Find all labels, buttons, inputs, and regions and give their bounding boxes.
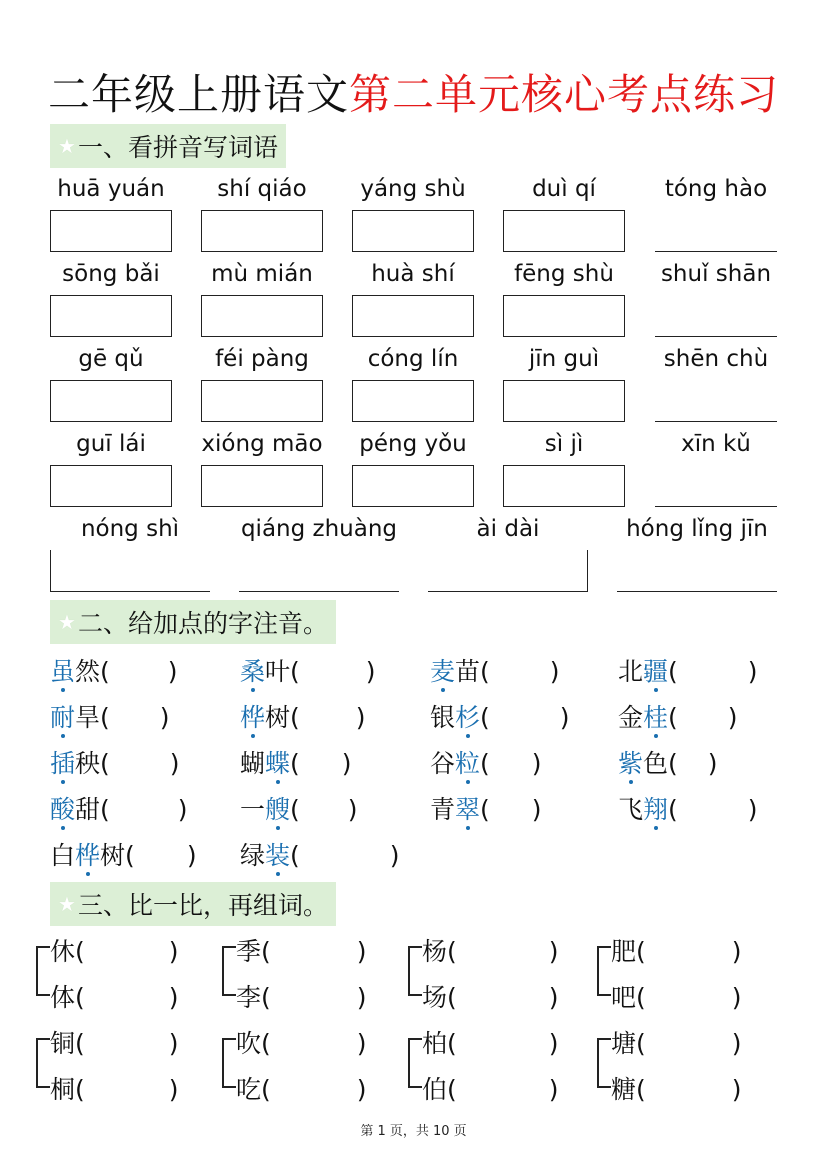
paren-close: ) xyxy=(731,983,742,1012)
paren-open: ( xyxy=(636,1075,646,1104)
paren-open: ( xyxy=(447,1029,457,1058)
compare-line xyxy=(611,932,742,968)
plain-char: 青 xyxy=(430,795,456,824)
pinyin-cell xyxy=(50,516,210,592)
section-1-label: 一、看拼音写词语 xyxy=(77,133,278,162)
annotate-row xyxy=(0,836,827,876)
plain-char: 秧 xyxy=(75,749,101,778)
bracket-icon xyxy=(597,1038,611,1088)
compare-char: 吹 xyxy=(236,1029,262,1058)
dotted-char: 紫 xyxy=(618,744,643,780)
paren-open: ( xyxy=(668,749,678,778)
paren-close: ) xyxy=(168,937,179,966)
pinyin-text: sōng bǎi xyxy=(62,261,160,287)
plain-char: 旱 xyxy=(75,703,101,732)
pinyin-cell xyxy=(655,346,777,422)
paren-close: ) xyxy=(707,749,718,778)
title-unit: 第二单元核心考点练习 xyxy=(349,70,780,119)
paren-close: ) xyxy=(531,795,542,824)
annotate-item xyxy=(240,698,366,734)
compare-line xyxy=(50,1070,179,1106)
paren-open: ( xyxy=(480,749,490,778)
plain-char: 北 xyxy=(618,657,644,686)
compare-char: 场 xyxy=(422,983,448,1012)
paren-close: ) xyxy=(531,749,542,778)
compare-line xyxy=(236,978,367,1014)
paren-close: ) xyxy=(548,983,559,1012)
annotate-item xyxy=(240,836,400,872)
dotted-char: 疆 xyxy=(643,652,668,688)
annotate-item xyxy=(240,652,376,688)
compare-char: 吃 xyxy=(236,1075,262,1104)
paren-close: ) xyxy=(548,1075,559,1104)
paren-open: ( xyxy=(290,657,300,686)
answer-box[interactable] xyxy=(50,550,210,592)
paren-close: ) xyxy=(549,657,560,686)
paren-close: ) xyxy=(559,703,570,732)
annotate-item xyxy=(50,652,178,688)
pinyin-cell xyxy=(503,431,625,507)
compare-char: 季 xyxy=(236,937,262,966)
answer-box[interactable] xyxy=(352,380,474,422)
compare-line xyxy=(611,1024,742,1060)
pinyin-text: huā yuán xyxy=(57,176,165,202)
compare-char: 糖 xyxy=(611,1075,637,1104)
star-icon: ★ xyxy=(58,610,76,634)
paren-close: ) xyxy=(731,1029,742,1058)
paren-open: ( xyxy=(480,703,490,732)
section-2-label: 二、给加点的字注音。 xyxy=(77,609,328,638)
compare-group xyxy=(597,1024,757,1120)
paren-close: ) xyxy=(355,703,366,732)
pinyin-cell xyxy=(50,176,172,252)
pinyin-text: hóng lǐng jīn xyxy=(626,516,768,542)
pinyin-text: sì jì xyxy=(544,431,584,457)
pinyin-text: cóng lín xyxy=(367,346,459,372)
compare-line xyxy=(422,1070,559,1106)
pinyin-text: jīn guì xyxy=(528,346,600,372)
compare-char: 肥 xyxy=(611,937,637,966)
pinyin-cell xyxy=(503,176,625,252)
answer-box[interactable] xyxy=(50,210,172,252)
plain-char: 然 xyxy=(75,657,101,686)
pinyin-text: huà shí xyxy=(371,261,455,287)
compare-char: 塘 xyxy=(611,1029,637,1058)
bracket-icon xyxy=(36,1038,50,1088)
pinyin-text: xīn kǔ xyxy=(681,431,751,457)
paren-close: ) xyxy=(168,1075,179,1104)
annotate-item xyxy=(430,698,570,734)
paren-close: ) xyxy=(356,937,367,966)
compare-group xyxy=(408,1024,568,1120)
compare-line xyxy=(50,932,179,968)
answer-box[interactable] xyxy=(503,210,625,252)
compare-line xyxy=(422,978,559,1014)
paren-open: ( xyxy=(100,795,110,824)
paren-open: ( xyxy=(636,937,646,966)
compare-char: 伯 xyxy=(422,1075,448,1104)
paren-open: ( xyxy=(636,983,646,1012)
pinyin-text: gē qǔ xyxy=(78,346,144,372)
answer-box[interactable] xyxy=(50,295,172,337)
pinyin-text: fēng shù xyxy=(514,261,614,287)
plain-char: 银 xyxy=(430,703,456,732)
annotate-item xyxy=(50,790,188,826)
compare-char: 体 xyxy=(50,983,76,1012)
compare-line xyxy=(236,1024,367,1060)
dotted-char: 桦 xyxy=(240,698,265,734)
answer-box[interactable] xyxy=(201,465,323,507)
dotted-char: 翔 xyxy=(643,790,668,826)
paren-close: ) xyxy=(356,1029,367,1058)
paren-close: ) xyxy=(389,841,400,870)
pinyin-text: féi pàng xyxy=(215,346,309,372)
compare-line xyxy=(611,1070,742,1106)
answer-box[interactable] xyxy=(352,465,474,507)
answer-box[interactable] xyxy=(201,210,323,252)
paren-open: ( xyxy=(290,703,300,732)
compare-group xyxy=(222,1024,382,1120)
paren-open: ( xyxy=(75,1029,85,1058)
answer-box[interactable] xyxy=(352,210,474,252)
dotted-char: 桂 xyxy=(643,698,668,734)
dotted-char: 杉 xyxy=(455,698,480,734)
pinyin-text: nóng shì xyxy=(80,516,180,542)
paren-open: ( xyxy=(290,795,300,824)
answer-box[interactable] xyxy=(617,550,777,592)
compare-line xyxy=(50,978,179,1014)
plain-char: 金 xyxy=(618,703,644,732)
compare-char: 杨 xyxy=(422,937,448,966)
paren-open: ( xyxy=(447,937,457,966)
pinyin-cell xyxy=(503,346,625,422)
section-3-header xyxy=(50,882,336,926)
paren-open: ( xyxy=(125,841,135,870)
dotted-char: 艘 xyxy=(265,790,290,826)
paren-close: ) xyxy=(548,937,559,966)
pinyin-cell xyxy=(655,431,777,507)
compare-group xyxy=(36,1024,196,1120)
annotate-item xyxy=(618,744,718,780)
paren-close: ) xyxy=(548,1029,559,1058)
paren-open: ( xyxy=(100,703,110,732)
pinyin-cell xyxy=(201,346,323,422)
pinyin-cell xyxy=(617,516,777,592)
pinyin-cell xyxy=(201,431,323,507)
pinyin-text: duì qí xyxy=(532,176,596,202)
pinyin-text: péng yǒu xyxy=(359,431,467,457)
answer-box[interactable] xyxy=(655,295,777,337)
plain-char: 色 xyxy=(643,749,669,778)
dotted-char: 麦 xyxy=(430,652,455,688)
paren-close: ) xyxy=(177,795,188,824)
dotted-char: 蝶 xyxy=(265,744,290,780)
answer-box[interactable] xyxy=(503,465,625,507)
paren-close: ) xyxy=(731,937,742,966)
compare-char: 铜 xyxy=(50,1029,76,1058)
page-footer: 第 1 页，共 10 页 xyxy=(360,1124,467,1139)
compare-line xyxy=(236,1070,367,1106)
paren-open: ( xyxy=(447,983,457,1012)
pinyin-cell xyxy=(201,261,323,337)
pinyin-cell xyxy=(352,431,474,507)
compare-line xyxy=(50,1024,179,1060)
pinyin-cell xyxy=(655,176,777,252)
paren-close: ) xyxy=(747,657,758,686)
plain-char: 甜 xyxy=(75,795,101,824)
section-3-label: 三、比一比，再组词。 xyxy=(77,891,328,920)
bracket-icon xyxy=(597,946,611,996)
pinyin-text: tóng hào xyxy=(664,176,768,202)
paren-open: ( xyxy=(261,1029,271,1058)
compare-group xyxy=(408,932,568,1028)
paren-close: ) xyxy=(168,983,179,1012)
annotate-item xyxy=(50,744,180,780)
plain-char: 树 xyxy=(265,703,291,732)
annotate-item xyxy=(618,790,758,826)
paren-open: ( xyxy=(75,1075,85,1104)
compare-char: 桐 xyxy=(50,1075,76,1104)
paren-open: ( xyxy=(636,1029,646,1058)
pinyin-cell xyxy=(50,346,172,422)
plain-char: 飞 xyxy=(618,795,644,824)
paren-open: ( xyxy=(480,657,490,686)
dotted-char: 虽 xyxy=(50,652,75,688)
annotate-row xyxy=(0,744,827,784)
pinyin-text: mù mián xyxy=(211,261,313,287)
annotate-row xyxy=(0,698,827,738)
answer-box[interactable] xyxy=(428,550,588,592)
plain-char: 一 xyxy=(240,795,266,824)
paren-open: ( xyxy=(261,983,271,1012)
paren-open: ( xyxy=(447,1075,457,1104)
dotted-char: 酸 xyxy=(50,790,75,826)
star-icon: ★ xyxy=(58,892,76,916)
annotate-item xyxy=(430,790,542,826)
pinyin-cell xyxy=(201,176,323,252)
answer-box[interactable] xyxy=(503,380,625,422)
paren-close: ) xyxy=(159,703,170,732)
plain-char: 谷 xyxy=(430,749,456,778)
plain-char: 树 xyxy=(100,841,126,870)
answer-box[interactable] xyxy=(201,295,323,337)
bracket-icon xyxy=(408,1038,422,1088)
compare-char: 休 xyxy=(50,937,76,966)
answer-box[interactable] xyxy=(50,380,172,422)
compare-line xyxy=(236,932,367,968)
answer-box[interactable] xyxy=(655,380,777,422)
page-title xyxy=(0,62,827,122)
pinyin-text: shí qiáo xyxy=(217,176,307,202)
annotate-item xyxy=(50,836,197,872)
pinyin-cell xyxy=(239,516,399,592)
paren-close: ) xyxy=(341,749,352,778)
paren-close: ) xyxy=(356,1075,367,1104)
bracket-icon xyxy=(222,1038,236,1088)
paren-open: ( xyxy=(480,795,490,824)
paren-close: ) xyxy=(727,703,738,732)
paren-open: ( xyxy=(75,983,85,1012)
pinyin-cell xyxy=(352,346,474,422)
paren-open: ( xyxy=(100,749,110,778)
dotted-char: 翠 xyxy=(455,790,480,826)
annotate-item xyxy=(430,652,560,688)
title-grade: 二年级上册语文 xyxy=(47,70,349,119)
annotate-row xyxy=(0,790,827,830)
paren-close: ) xyxy=(168,1029,179,1058)
bracket-icon xyxy=(36,946,50,996)
dotted-char: 插 xyxy=(50,744,75,780)
answer-box[interactable] xyxy=(655,465,777,507)
plain-char: 白 xyxy=(50,841,76,870)
paren-open: ( xyxy=(290,841,300,870)
annotate-item xyxy=(240,744,352,780)
compare-char: 柏 xyxy=(422,1029,448,1058)
bracket-icon xyxy=(222,946,236,996)
paren-close: ) xyxy=(365,657,376,686)
plain-char: 蝴 xyxy=(240,749,266,778)
pinyin-text: shēn chù xyxy=(663,346,769,372)
paren-close: ) xyxy=(347,795,358,824)
compare-char: 吧 xyxy=(611,983,637,1012)
paren-open: ( xyxy=(668,657,678,686)
pinyin-text: guī lái xyxy=(76,431,146,457)
answer-box[interactable] xyxy=(50,465,172,507)
paren-open: ( xyxy=(75,937,85,966)
pinyin-cell xyxy=(50,431,172,507)
pinyin-cell xyxy=(503,261,625,337)
paren-close: ) xyxy=(747,795,758,824)
dotted-char: 装 xyxy=(265,836,290,872)
annotate-item xyxy=(50,698,170,734)
pinyin-cell xyxy=(352,176,474,252)
pinyin-text: ài dài xyxy=(476,516,540,542)
answer-box[interactable] xyxy=(201,380,323,422)
section-2-header xyxy=(50,600,336,644)
paren-close: ) xyxy=(356,983,367,1012)
annotate-item xyxy=(618,698,738,734)
pinyin-cell xyxy=(352,261,474,337)
paren-close: ) xyxy=(167,657,178,686)
annotate-item xyxy=(240,790,358,826)
pinyin-text: xióng māo xyxy=(201,431,323,457)
plain-char: 苗 xyxy=(455,657,481,686)
compare-char: 李 xyxy=(236,983,262,1012)
answer-box[interactable] xyxy=(503,295,625,337)
pinyin-cell xyxy=(50,261,172,337)
annotate-item xyxy=(618,652,758,688)
pinyin-text: yáng shù xyxy=(360,176,466,202)
dotted-char: 耐 xyxy=(50,698,75,734)
pinyin-cell xyxy=(655,261,777,337)
paren-open: ( xyxy=(100,657,110,686)
paren-open: ( xyxy=(290,749,300,778)
section-1-header xyxy=(50,124,286,168)
pinyin-cell xyxy=(428,516,588,592)
dotted-char: 桑 xyxy=(240,652,265,688)
star-icon: ★ xyxy=(58,134,76,158)
compare-group xyxy=(222,932,382,1028)
answer-box[interactable] xyxy=(239,550,399,592)
plain-char: 绿 xyxy=(240,841,266,870)
bracket-icon xyxy=(408,946,422,996)
compare-line xyxy=(422,1024,559,1060)
compare-group xyxy=(36,932,196,1028)
paren-open: ( xyxy=(261,937,271,966)
paren-open: ( xyxy=(668,703,678,732)
dotted-char: 粒 xyxy=(455,744,480,780)
paren-close: ) xyxy=(169,749,180,778)
answer-box[interactable] xyxy=(655,210,777,252)
paren-close: ) xyxy=(186,841,197,870)
paren-close: ) xyxy=(731,1075,742,1104)
pinyin-text: shuǐ shān xyxy=(660,261,772,287)
compare-line xyxy=(422,932,559,968)
paren-open: ( xyxy=(261,1075,271,1104)
dotted-char: 桦 xyxy=(75,836,100,872)
annotate-item xyxy=(430,744,542,780)
compare-group xyxy=(597,932,757,1028)
plain-char: 叶 xyxy=(265,657,291,686)
answer-box[interactable] xyxy=(352,295,474,337)
annotate-row xyxy=(0,652,827,692)
compare-line xyxy=(611,978,742,1014)
pinyin-text: qiáng zhuàng xyxy=(240,516,398,542)
paren-open: ( xyxy=(668,795,678,824)
